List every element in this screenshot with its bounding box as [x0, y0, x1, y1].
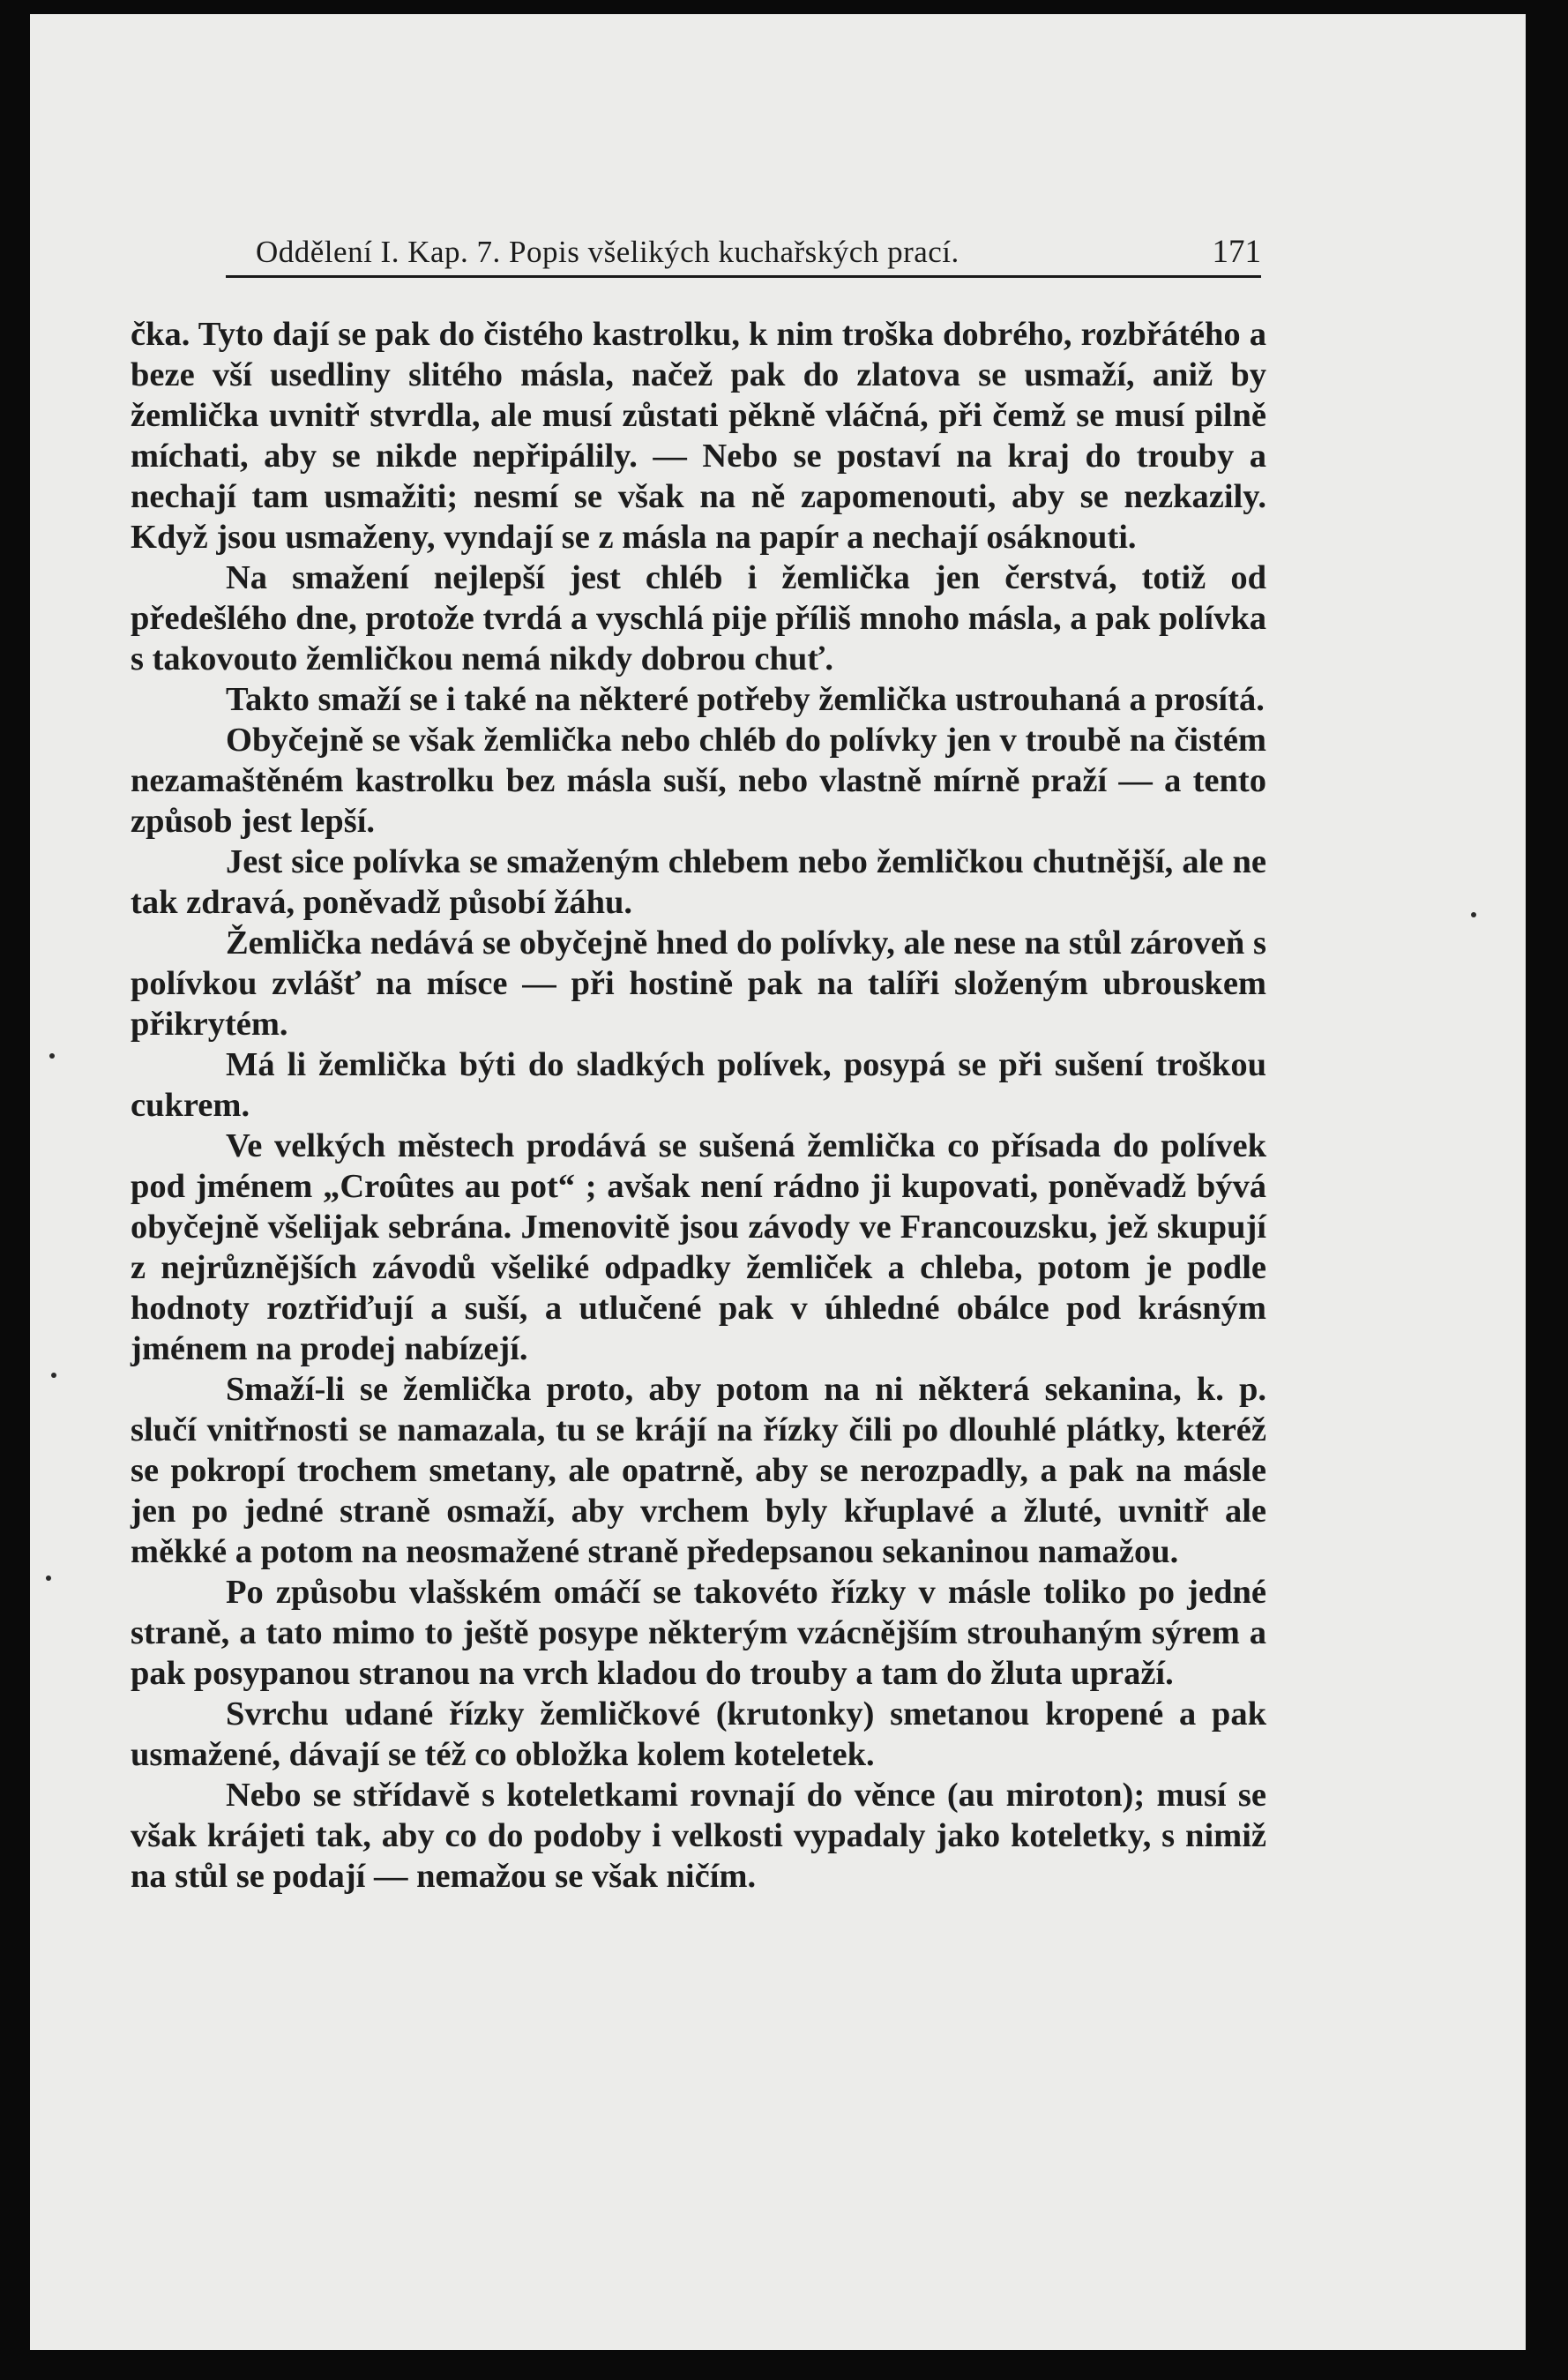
paragraph-3: Takto smaží se i také na některé potřeby žemlička ustrouhaná a prosítá. — [226, 681, 1265, 718]
paragraph-4: Obyčejně se však žemlička nebo chléb do polívky jen v troubě na čistém nezamaštěném kastrolku bez másla suší, nebo vlastně mírně praží — a tento způsob jest lepší. — [131, 722, 1266, 840]
paragraph-5: Jest sice polívka se smaženým chlebem nebo žemličkou chutnější, ale ne tak zdravá, poněvadž působí žáhu. — [131, 843, 1266, 921]
header-title: Oddělení I. Kap. 7. Popis všelikých kuchařských prací. — [256, 235, 959, 269]
print-speck — [49, 1053, 55, 1059]
paragraph-8: Ve velkých městech prodává se sušená žemlička co přísada do polívek pod jménem „Croûtes au pot“ ; avšak není rádno ji kupovati, poněvadž bývá obyčejně všelijak sebrána. Jmenovitě jsou závody ve Francouzsku, jež skupují z nejrůznějších závodů všeliké odpadky žemliček a chleba, potom je podle hodnoty roztřiďují a suší, a utlučené pak v úhledné obálce pod krásným jménem na prodej nabízejí. — [131, 1127, 1266, 1367]
paragraph-11: Svrchu udané řízky žemličkové (krutonky) smetanou kropené a pak usmažené, dávají se též co obložka kolem koteletek. — [131, 1695, 1266, 1773]
paragraph-7: Má li žemlička býti do sladkých polívek, posypá se při sušení troškou cukrem. — [131, 1046, 1266, 1124]
paragraph-2: Na smažení nejlepší jest chléb i žemlička jen čerstvá, totiž od předešlého dne, protože tvrdá a vyschlá pije příliš mnoho másla, a pak polívka s takovouto žemličkou nemá nikdy dobrou chuť. — [131, 559, 1266, 677]
body-text — [131, 314, 1266, 1897]
paragraph-9: Smaží-li se žemlička proto, aby potom na ni některá sekanina, k. p. slučí vnitřnosti se namazala, tu se krájí na řízky čili po dlouhlé plátky, kteréž se pokropí trochem smetany, ale opatrně, aby se nerozpadly, a pak na másle jen po jedné straně osmaží, aby vrchem byly křuplavé a žluté, uvnitř ale měkké a potom na neosmažené straně předepsanou sekaninou namažou. — [131, 1371, 1266, 1570]
print-speck — [51, 1373, 56, 1378]
paragraph-1: čka. Tyto dají se pak do čistého kastrolku, k nim troška dobrého, rozbřátého a beze vší usedliny slitého másla, načež pak do zlatova se usmaží, aniž by žemlička uvnitř stvrdla, ale musí zůstati pěkně vláčná, při čemž se musí pilně míchati, aby se nikde nepřipálily. — Nebo se postaví na kraj do trouby a nechají tam usmažiti; nesmí se však na ně zapomenouti, aby se nezkazily. Když jsou usmaženy, vyndají se z másla na papír a nechají osáknouti. — [131, 316, 1266, 556]
paragraph-10: Po způsobu vlašském omáčí se takovéto řízky v másle toliko po jedné straně, a tato mimo to ještě posype některým vzácnějším strouhaným sýrem a pak posypanou stranou na vrch kladou do trouby a tam do žluta upraží. — [131, 1574, 1266, 1692]
print-speck — [1471, 912, 1476, 917]
page-number: 171 — [1212, 234, 1261, 270]
paragraph-12: Nebo se střídavě s koteletkami rovnají do věnce (au miroton); musí se však krájeti tak, aby co do podoby i velkosti vypadaly jako koteletky, s nimiž na stůl se podají — nemažou se však ničím. — [131, 1777, 1266, 1895]
book-page — [30, 14, 1526, 2350]
paragraph-6: Žemlička nedává se obyčejně hned do polívky, ale nese na stůl zároveň s polívkou zvlášť na mísce — při hostině pak na talíři složeným ubrouskem přikrytém. — [131, 924, 1266, 1043]
print-speck — [46, 1575, 51, 1581]
running-header — [226, 233, 1261, 278]
